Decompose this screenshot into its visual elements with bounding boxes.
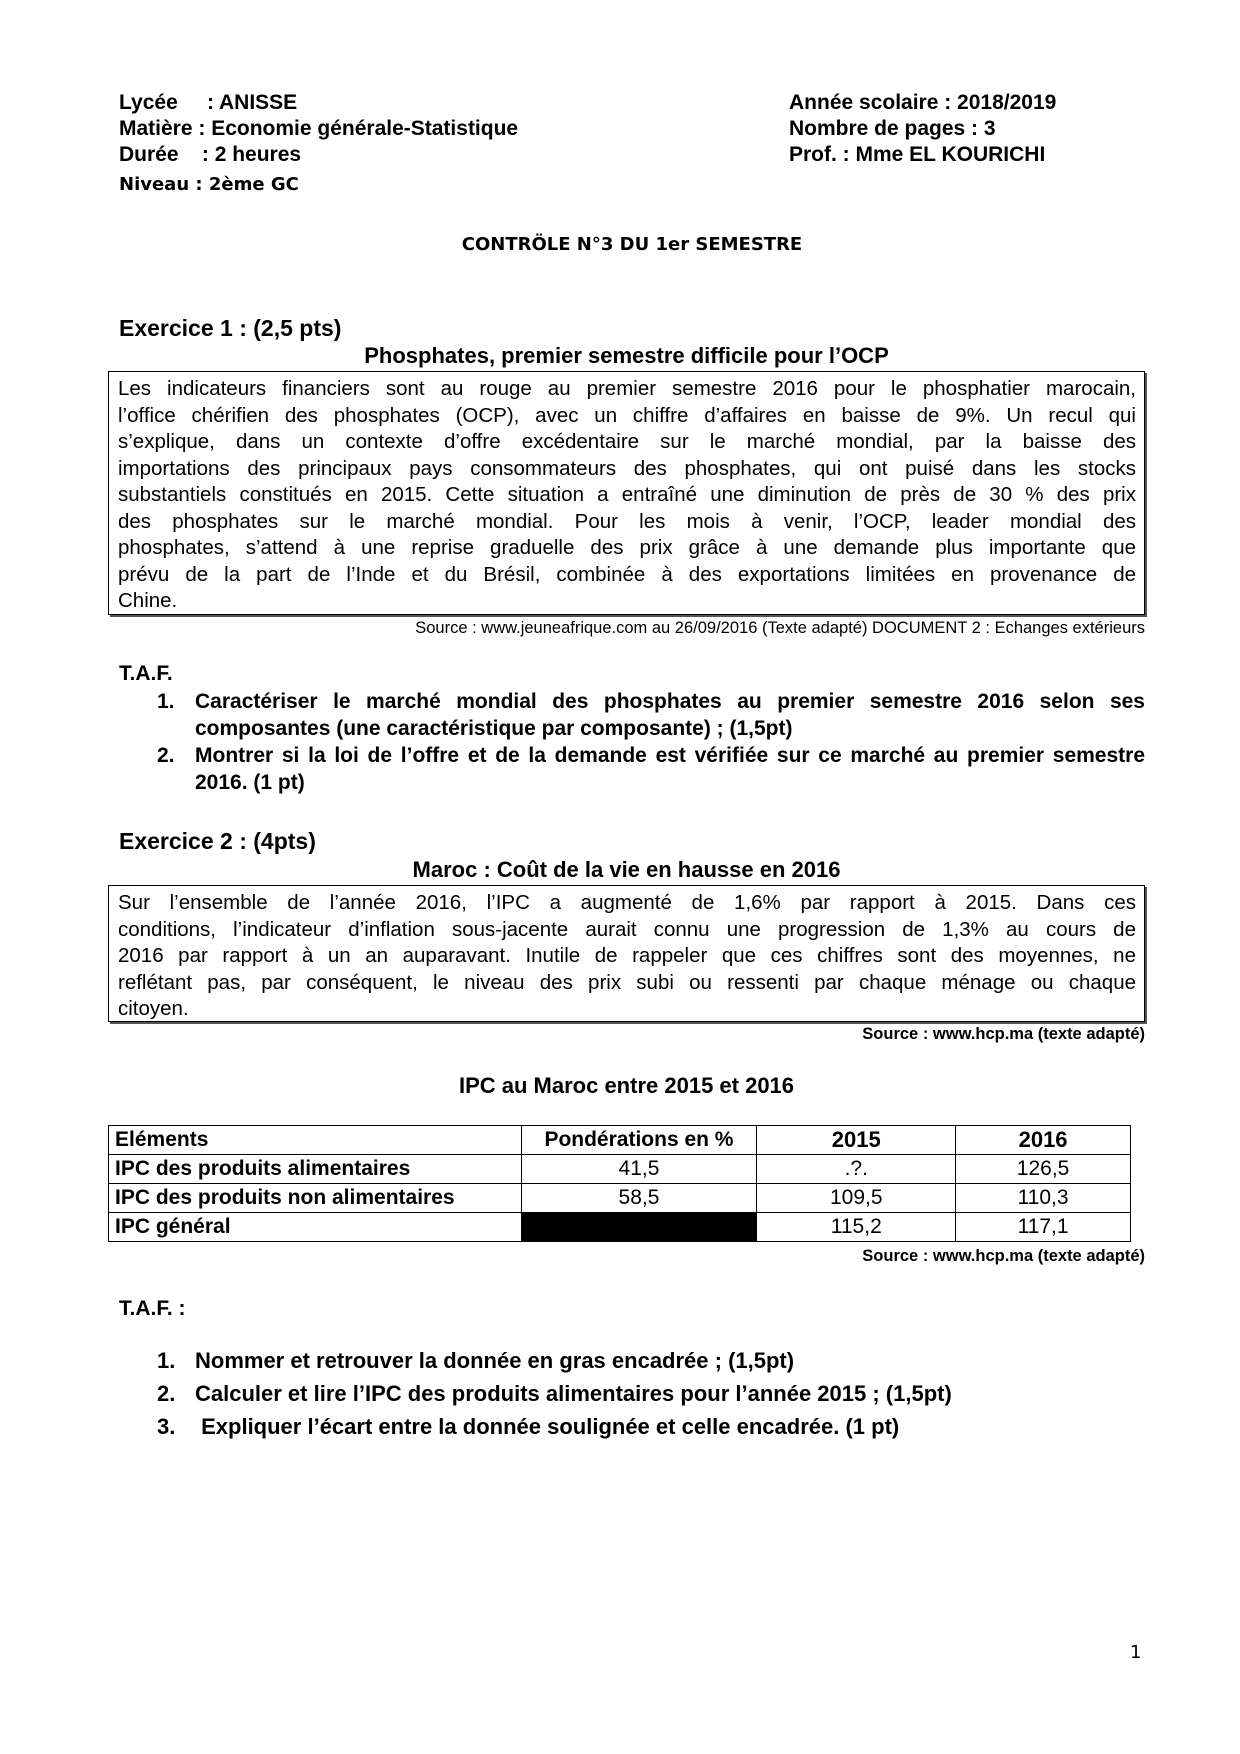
question [157,1380,1145,1407]
ipc-table [108,1125,1131,1242]
text-line: phosphates, s’attend à une reprise graduelle des prix grâce à une demande plus importante que [118,536,1136,559]
text-line: Sur l’ensemble de l’année 2016, l’IPC a augmenté de 1,6% par rapport à 2015. Dans ces [118,891,1136,914]
question [157,1413,1145,1440]
question [157,1347,1145,1374]
text-line: s’explique, dans un contexte d’offre excédentaire sur le marché mondial, par la baisse des [118,430,1136,453]
text-line: l’office chérifien des phosphates (OCP), avec un chiffre d’affaires en baisse de 9%. Un recul qui [118,403,1136,427]
row-label: IPC des produits non alimentaires [109,1184,522,1213]
level-label: Niveau : 2ème GC [119,174,299,195]
text-line: 2016 par rapport à un an auparavant. Inutile de rappeler que ces chiffres sont des moyennes, ne [118,944,1136,967]
text-line: Les indicateurs financiers sont au rouge au premier semestre 2016 pour le phosphatier marocain, [118,377,1136,400]
exercise-1-source: Source : www.jeuneafrique.com au 26/09/2016 (Texte adapté) DOCUMENT 2 : Echanges extérieurs [415,619,1145,637]
text-line: prévu de la part de l’Inde et du Brésil, combinée à des exportations limitées en provenance de [118,562,1136,586]
exercise-1-text-box [108,371,1145,615]
table-row [109,1155,1131,1184]
question [157,742,1145,796]
document-title: CONTRÖLE N°3 DU 1er SEMESTRE [461,234,803,255]
text-line: Chine. [118,589,178,612]
table-cell: 126,5 [956,1155,1131,1184]
exercise-2-taf-label: T.A.F. : [119,1297,186,1320]
text-line: substantiels constitués en 2015. Cette situation a entraîné une diminution de près de 30 % des prix [118,483,1136,506]
question-number: 3. [157,1414,176,1439]
table-cell: 117,1 [956,1213,1131,1242]
exercise-2-title: Maroc : Coût de la vie en hausse en 2016 [412,857,841,882]
question-text: Montrer si la loi de l’offre et de la demande est vérifiée sur ce marché au premier semestre 2016. (1 pt) [195,744,1145,794]
table-title: IPC au Maroc entre 2015 et 2016 [458,1073,795,1098]
exercise-1-heading: Exercice 1 : (2,5 pts) [119,315,342,341]
text-line: des phosphates sur le marché mondial. Pour les mois à venir, l’OCP, leader mondial des [118,509,1136,533]
subject-label: Matière : Economie générale-Statistique [119,117,519,140]
question-text: Nommer et retrouver la donnée en gras encadrée ; (1,5pt) [195,1348,795,1373]
row-label: IPC général [109,1213,522,1242]
table-cell: 110,3 [956,1184,1131,1213]
duration-label: Durée : 2 heures [119,143,302,166]
header-cell: 2015 [757,1126,956,1155]
table-row [109,1213,1131,1242]
table-cell: 115,2 [757,1213,956,1242]
question-number: 2. [157,1381,176,1406]
exercise-2-heading: Exercice 2 : (4pts) [119,828,316,854]
text-line: importations des principaux pays consommateurs des phosphates, qui ont puisé dans les stocks [118,456,1136,480]
school-label: Lycée : ANISSE [119,91,298,114]
exercise-1-taf-label: T.A.F. [119,662,173,685]
teacher-label: Prof. : Mme EL KOURICHI [789,143,1046,166]
table-cell: 109,5 [757,1184,956,1213]
text-line: conditions, l’indicateur d’inflation sous-jacente aurait connu une progression de 1,3% au cours de [118,917,1136,941]
question-text: Calculer et lire l’IPC des produits alimentaires pour l’année 2015 ; (1,5pt) [195,1381,952,1406]
school-year-label: Année scolaire : 2018/2019 [789,91,1057,114]
header-cell: Pondérations en % [521,1126,757,1155]
question-number: 1. [157,1348,176,1373]
question-text: Expliquer l’écart entre la donnée soulignée et celle encadrée. (1 pt) [195,1414,900,1439]
question [157,688,1145,742]
table-row [109,1184,1131,1213]
text-line: reflétant pas, par conséquent, le niveau des prix subi ou ressenti par chaque ménage ou chaque [118,970,1136,994]
table-header-row [109,1126,1131,1155]
question-number: 1. [157,690,175,713]
header-left [119,90,518,198]
exercise-2-source: Source : www.hcp.ma (texte adapté) [862,1025,1145,1043]
table-cell: 58,5 [521,1184,757,1213]
page-number: 1 [1130,1642,1142,1663]
table-cell: 41,5 [521,1155,757,1184]
exercise-2-questions [157,1347,1145,1440]
header-right [789,90,1056,168]
page-count-label: Nombre de pages : 3 [789,117,996,140]
exercise-1-title: Phosphates, premier semestre difficile pour l’OCP [364,343,889,368]
blacked-out-cell [521,1213,757,1242]
exercise-1-questions [157,688,1145,796]
header-cell: 2016 [956,1126,1131,1155]
table-source: Source : www.hcp.ma (texte adapté) [862,1247,1145,1265]
table-cell: .?. [757,1155,956,1184]
question-number: 2. [157,744,175,767]
text-line: citoyen. [118,997,189,1020]
question-text: Caractériser le marché mondial des phosphates au premier semestre 2016 selon ses composantes (une caractéristique par composante) ; (1,5pt) [195,690,1145,740]
row-label: IPC des produits alimentaires [109,1155,522,1184]
exercise-2-text-box [108,885,1145,1022]
header-cell: Eléments [109,1126,522,1155]
